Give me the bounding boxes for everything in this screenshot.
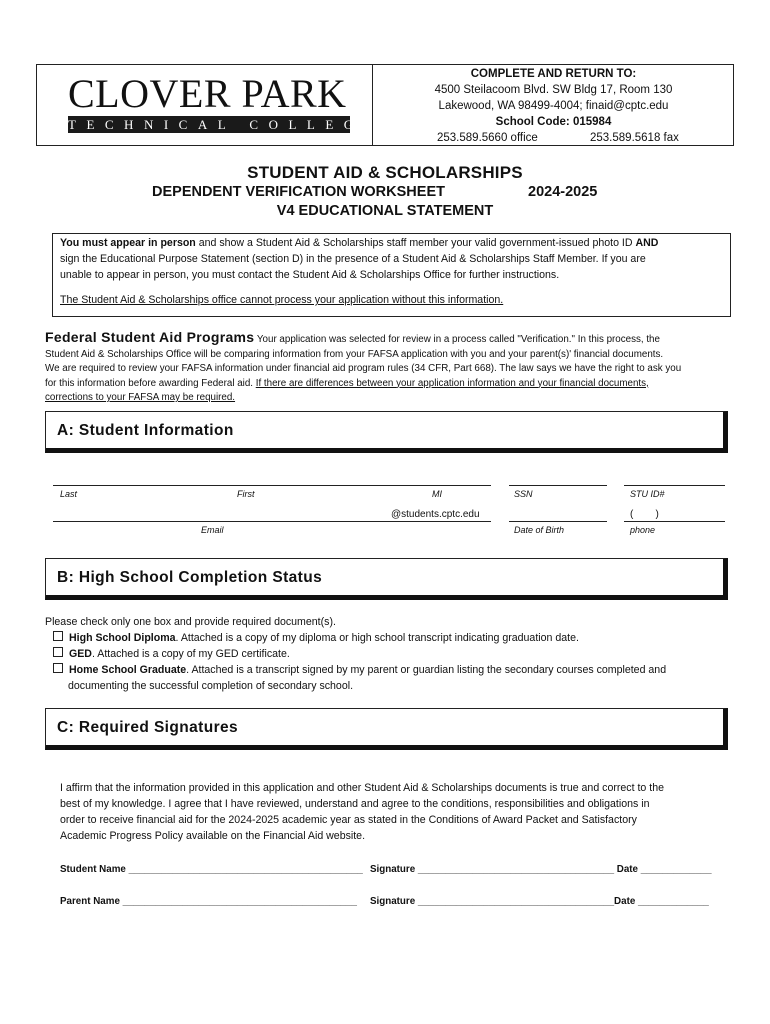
dob-input-line[interactable]	[509, 521, 607, 522]
ged-checkbox[interactable]	[53, 647, 63, 657]
phone-input-line[interactable]	[624, 521, 725, 522]
affirm-line3: order to receive financial aid for the 2024-2025 academic year as stated in the Conditions of Award Packet and Satisfactory	[60, 814, 637, 826]
office-phone: 253.589.5660 office	[437, 132, 538, 144]
school-code: School Code: 015984	[495, 116, 612, 128]
student-signature-field[interactable]: Signature ____________________________________ Date _____________	[370, 864, 712, 875]
college-logo-subtitle: TECHNICAL COLLEGE	[68, 117, 383, 132]
statement-title: V4 EDUCATIONAL STATEMENT	[276, 203, 494, 219]
fsa-line4b: If there are differences between your application information and your financial documents,	[255, 377, 649, 389]
notice-bold1: You must appear in person	[60, 237, 196, 249]
award-year: 2024-2025	[528, 184, 598, 200]
parent-signature-field[interactable]: Signature ____________________________________Date _____________	[370, 896, 709, 907]
section-a-title: A: Student Information	[57, 422, 234, 439]
phone-area-code: ( )	[630, 509, 659, 520]
section-c-title: C: Required Signatures	[57, 719, 239, 736]
fsa-line1: Your application was selected for review in a process called "Verification." In this process, the	[254, 334, 660, 345]
section-a-header	[45, 411, 728, 453]
email-suffix: @students.cptc.edu	[391, 509, 480, 520]
option-homeschool-bold: Home School Graduate	[69, 664, 187, 676]
notice-text1: and show a Student Aid & Scholarships staff member your valid government-issued photo ID	[195, 237, 636, 249]
diploma-checkbox[interactable]	[53, 631, 63, 641]
option-homeschool-text: . Attached is a transcript signed by my parent or guardian listing the secondary courses completed and	[186, 664, 667, 676]
notice-bold2: AND	[635, 237, 659, 249]
notice-line2: sign the Educational Purpose Statement (section D) in the presence of a Student Aid & Scholarships Staff Member. If you are	[60, 253, 646, 265]
name-input-line[interactable]	[53, 485, 491, 486]
option-diploma	[53, 630, 579, 646]
affirm-line1: I affirm that the information provided in this application and other Student Aid & Scholarships documents is true and correct to the	[60, 782, 664, 794]
fsa-heading: Federal Student Aid Programs	[45, 329, 255, 345]
fsa-line3: We are required to review your FAFSA information under financial aid program rules (34 CFR, Part 668). The law says we have the right to ask you	[45, 363, 682, 374]
mi-label: MI	[432, 489, 442, 499]
college-logo-wordmark: CLOVER PARK	[68, 71, 347, 116]
notice-line3: unable to appear in person, you must contact the Student Aid & Scholarships Office for further instructions.	[60, 269, 560, 281]
worksheet-title: DEPENDENT VERIFICATION WORKSHEET	[152, 184, 445, 200]
first-name-label: First	[237, 489, 255, 499]
section-b-header	[45, 558, 728, 600]
email-label: Email	[201, 525, 224, 535]
section-b-instruction: Please check only one box and provide required document(s).	[45, 616, 336, 628]
page-title: STUDENT AID & SCHOLARSHIPS	[247, 163, 523, 182]
affirm-line4: Academic Progress Policy available on the Financial Aid website.	[60, 830, 366, 842]
option-ged-text: . Attached is a copy of my GED certificate.	[91, 648, 290, 660]
ssn-label: SSN	[514, 489, 533, 499]
dob-label: Date of Birth	[514, 525, 565, 535]
parent-name-field[interactable]: Parent Name ___________________________________________	[60, 896, 357, 907]
email-input-line[interactable]	[53, 521, 491, 522]
student-name-field[interactable]: Student Name ___________________________________________	[60, 864, 363, 875]
section-b-title: B: High School Completion Status	[57, 569, 323, 586]
option-diploma-bold: High School Diploma	[69, 632, 176, 644]
return-title: COMPLETE AND RETURN TO:	[470, 68, 637, 80]
ssn-input-line[interactable]	[509, 485, 607, 486]
address-line1: 4500 Steilacoom Blvd. SW Bldg 17, Room 130	[434, 84, 673, 96]
option-homeschool	[53, 662, 666, 678]
stu-id-input-line[interactable]	[624, 485, 725, 486]
notice-line4: The Student Aid & Scholarships office cannot process your application without this information.	[60, 294, 504, 306]
fsa-line4a: for this information before awarding Federal aid.	[45, 377, 256, 389]
stu-id-label: STU ID#	[630, 489, 665, 499]
homeschool-checkbox[interactable]	[53, 663, 63, 673]
fsa-line2: Student Aid & Scholarships Office will be comparing information from your FAFSA application with you and your parent(s)' financial documents.	[45, 348, 664, 360]
address-line2: Lakewood, WA 98499-4004; finaid@cptc.edu	[438, 100, 669, 112]
option-diploma-text: . Attached is a copy of my diploma or high school transcript indicating graduation date.	[175, 632, 579, 644]
affirm-line2: best of my knowledge. I agree that I have reviewed, understand and agree to the conditions, responsibilities and obligations in	[60, 798, 650, 810]
section-c-header	[45, 708, 728, 750]
option-homeschool-cont: documenting the successful completion of secondary school.	[68, 680, 354, 692]
notice-line1	[60, 235, 726, 251]
last-name-label: Last	[60, 489, 78, 499]
fax-number: 253.589.5618 fax	[590, 132, 679, 144]
fsa-line5: corrections to your FAFSA may be required.	[45, 392, 236, 403]
fsa-paragraph	[45, 330, 735, 406]
option-ged-bold: GED	[69, 648, 92, 660]
phone-label: phone	[630, 525, 656, 535]
option-ged	[53, 646, 290, 662]
